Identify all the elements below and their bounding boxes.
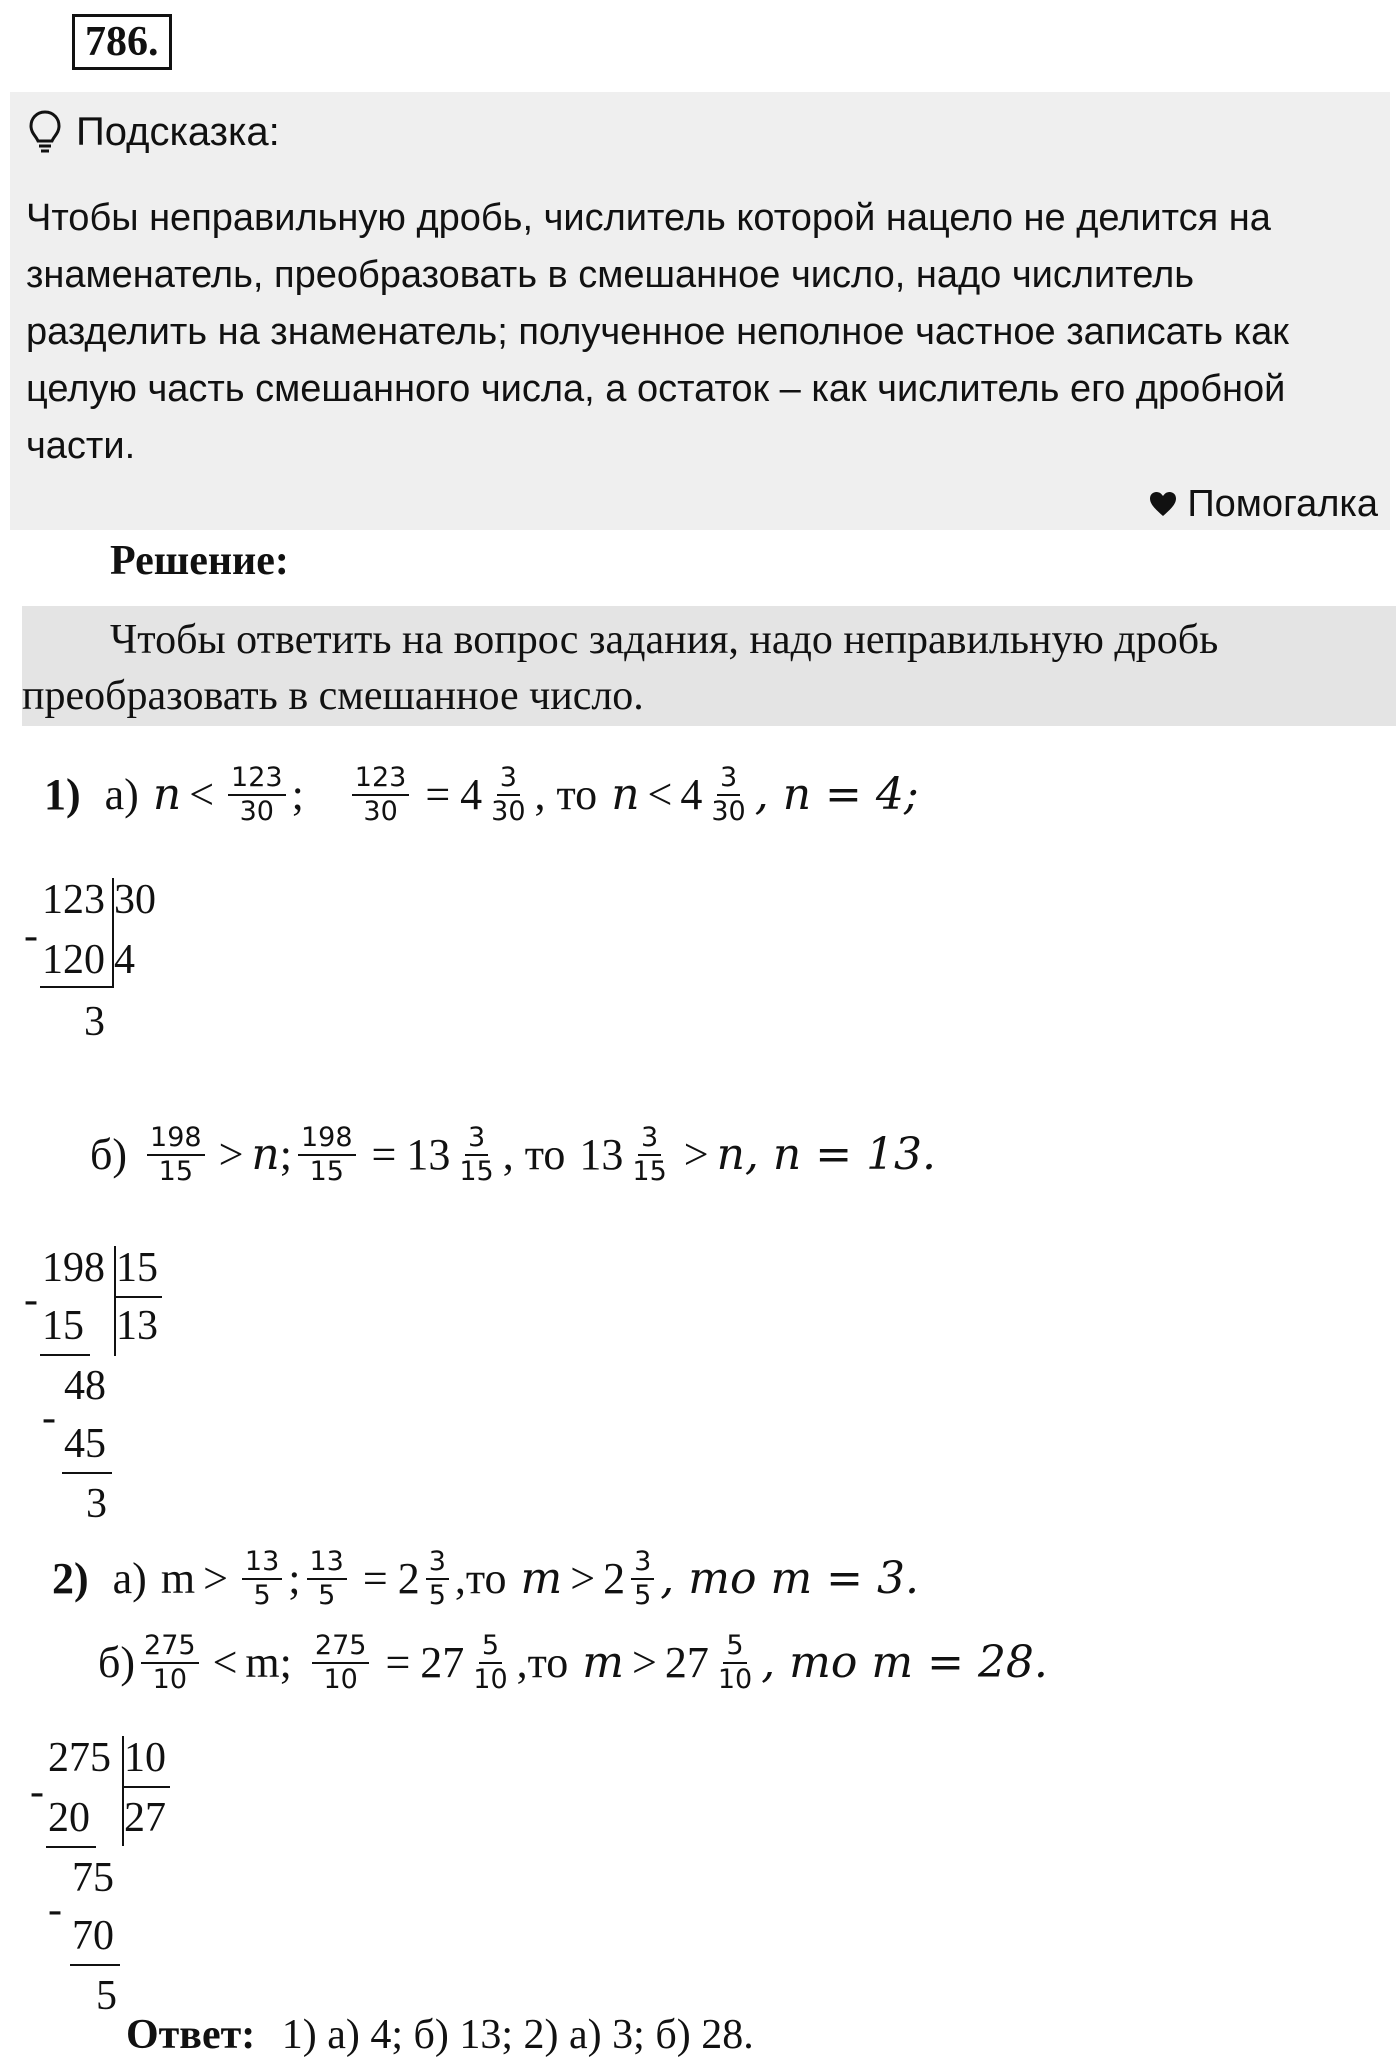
hint-title: Подсказка: — [76, 110, 280, 154]
then-word: ,то — [516, 1638, 569, 1687]
fraction: $\frac{13}{5}$ — [307, 1546, 347, 1612]
then-word: ,то — [454, 1554, 507, 1603]
subtrahend: 45 — [64, 1421, 106, 1467]
conclusion: n, n = 13. — [716, 1129, 937, 1180]
subtrahend: 15 — [42, 1303, 84, 1349]
mixed-whole: 4 — [680, 770, 703, 819]
divisor: 10 — [124, 1735, 166, 1781]
fraction: 3 5 — [426, 1546, 449, 1612]
fraction: 275 10 — [141, 1630, 199, 1696]
subtrahend: 70 — [72, 1913, 114, 1959]
divisor: 15 — [116, 1245, 158, 1291]
semicolon: ; — [279, 1130, 292, 1179]
part2-b-line — [98, 1630, 1048, 1696]
gt-sign: > — [683, 1130, 709, 1179]
quotient: 13 — [116, 1303, 158, 1349]
gt-sign: > — [203, 1554, 228, 1603]
dividend: 198 — [42, 1245, 105, 1291]
conclusion: , то m = 3. — [660, 1553, 919, 1604]
subtrahend: 120 — [42, 937, 105, 983]
lt-sign: < — [647, 770, 673, 819]
division-bar — [112, 878, 114, 986]
fraction: $\frac{123}{30}$ — [352, 762, 410, 828]
division-line — [40, 986, 114, 988]
credit-label: Помогалка — [1187, 483, 1378, 525]
fraction: 3 15 — [459, 1122, 494, 1187]
minus-sign: - — [24, 913, 38, 959]
division-line — [124, 1786, 170, 1788]
part2-a-line — [52, 1546, 919, 1612]
fraction: 3 5 — [631, 1546, 654, 1612]
lt-sign: < — [189, 770, 215, 819]
subtrahend: 20 — [48, 1795, 90, 1841]
fraction: 123 30 — [228, 762, 286, 828]
fraction: 5 10 — [473, 1630, 508, 1695]
answer-line — [126, 2008, 754, 2062]
hint-header — [28, 108, 280, 156]
eq-sign: = — [385, 1638, 411, 1687]
division-bar — [122, 1736, 124, 1846]
remainder: 3 — [84, 999, 105, 1045]
mixed-whole: 2 — [397, 1554, 420, 1603]
fraction: 3 30 — [491, 762, 526, 827]
lt-sign: < — [212, 1638, 238, 1687]
var-n: n — [152, 769, 182, 820]
eq-sign: = — [362, 1554, 388, 1603]
part1-b-label: б) — [90, 1130, 128, 1179]
remainder: 5 — [96, 1973, 117, 2019]
minus-sign: - — [48, 1887, 62, 1933]
answer-text: 1) а) 4; б) 13; 2) а) 3; б) 28. — [281, 2012, 754, 2058]
var-m: m — [582, 1637, 625, 1688]
mixed-whole: 2 — [603, 1554, 626, 1603]
mixed-whole: 27 — [664, 1638, 709, 1687]
fraction: $\frac{275}{10}$ — [312, 1630, 370, 1696]
minus-sign: - — [42, 1395, 56, 1441]
remainder: 3 — [86, 1481, 107, 1527]
mixed-whole: 27 — [420, 1638, 465, 1687]
minus-sign: - — [30, 1769, 44, 1815]
var-m: m — [520, 1553, 563, 1604]
hint-text: Чтобы неправильную дробь, числитель которой нацело не делится на знаменатель, преобразовать в смешанное число, надо числитель разделить на знаменатель; полученное неполное частное записать как целую часть смешанного числа, а остаток – как числитель его дробной части. — [26, 197, 1289, 467]
semicolon: ; — [291, 770, 304, 819]
var-m: m — [160, 1554, 196, 1603]
semicolon: ; — [288, 1554, 301, 1603]
part1-a-label: а) — [104, 770, 139, 819]
division-line — [46, 1846, 96, 1848]
part1-b-line — [90, 1122, 936, 1188]
part1-number: 1) — [44, 770, 81, 819]
division-line — [62, 1472, 112, 1474]
fraction: 13 5 — [242, 1546, 282, 1612]
var-n: n — [611, 769, 640, 820]
mixed-whole: 13 — [579, 1130, 624, 1179]
hint-credit — [1149, 480, 1378, 528]
task-number: 786. — [72, 14, 172, 70]
intro-text: Чтобы ответить на вопрос задания, надо неправильную дробь преобразовать в смешанное число. — [22, 617, 1219, 719]
minus-sign: - — [24, 1277, 38, 1323]
lightbulb-icon — [28, 109, 62, 155]
fraction: 198 15 — [147, 1122, 205, 1188]
division-bar — [114, 1246, 116, 1356]
part1-a-line — [44, 762, 919, 828]
solution-label: Решение: — [110, 538, 289, 584]
dividend: 123 — [42, 877, 105, 923]
then-word: , то — [534, 770, 598, 819]
var-n: n — [251, 1129, 280, 1180]
partial-dividend: 48 — [64, 1363, 106, 1409]
division-line — [70, 1964, 120, 1966]
mixed-whole: 4 — [460, 770, 483, 819]
heart-icon — [1149, 491, 1177, 517]
semicolon: ; — [279, 1638, 292, 1687]
quotient: 4 — [114, 937, 135, 983]
fraction: 3 30 — [711, 762, 746, 827]
partial-dividend: 75 — [72, 1855, 114, 1901]
gt-sign: > — [218, 1130, 244, 1179]
division-line — [40, 1354, 90, 1356]
fraction: 3 15 — [632, 1122, 667, 1187]
part2-b-label: б) — [98, 1638, 136, 1687]
fraction: $\frac{198}{15}$ — [298, 1122, 356, 1188]
part2-a-label: а) — [112, 1554, 147, 1603]
gt-sign: > — [570, 1554, 596, 1603]
quotient: 27 — [124, 1795, 166, 1841]
eq-sign: = — [425, 770, 451, 819]
conclusion: , то m = 28. — [761, 1637, 1048, 1688]
eq-sign: = — [371, 1130, 397, 1179]
gt-sign: > — [632, 1638, 657, 1687]
division-line — [116, 1296, 162, 1298]
fraction: 5 10 — [717, 1630, 753, 1695]
dividend: 275 — [48, 1735, 111, 1781]
mixed-whole: 13 — [406, 1130, 451, 1179]
part2-number: 2) — [52, 1554, 89, 1603]
divisor: 30 — [114, 877, 156, 923]
answer-label: Ответ: — [126, 2012, 256, 2058]
var-m: m — [245, 1638, 280, 1687]
then-word: , то — [502, 1130, 566, 1179]
conclusion: , n = 4; — [754, 769, 919, 820]
